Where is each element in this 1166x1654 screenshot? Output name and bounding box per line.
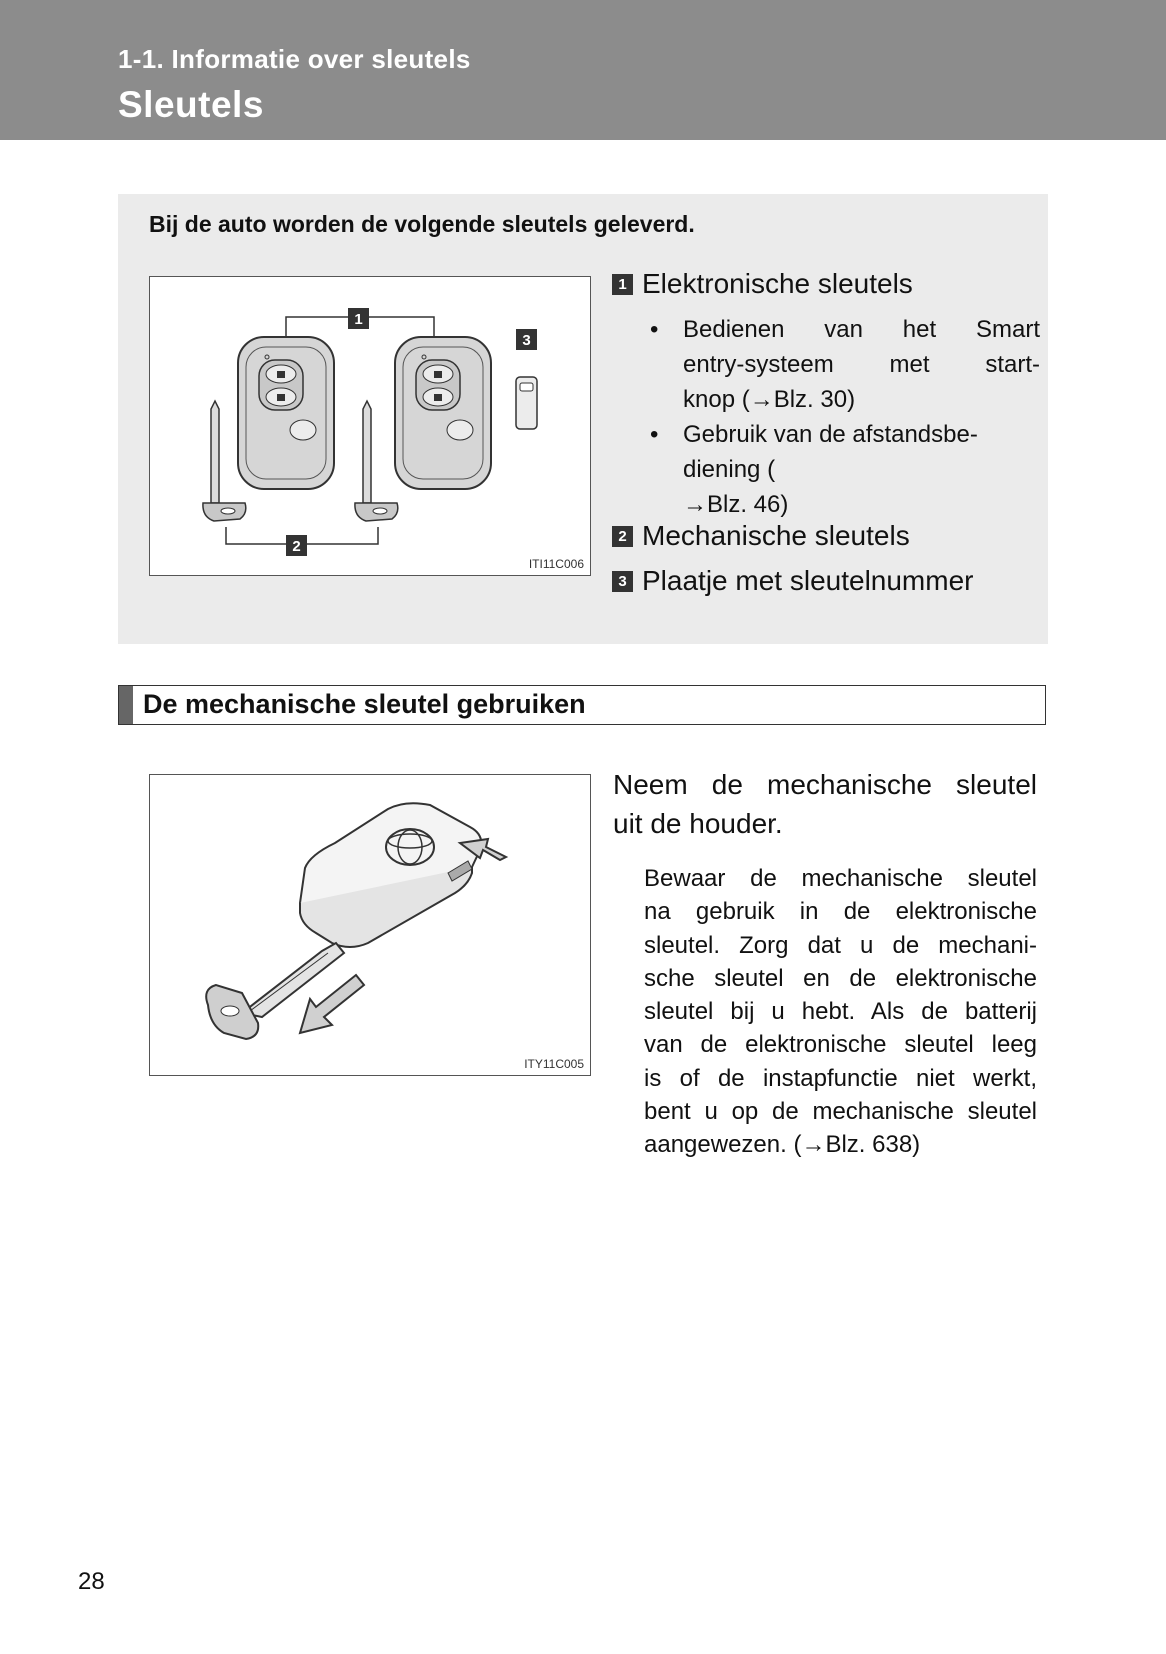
lead-paragraph	[613, 765, 1037, 843]
section-heading	[118, 685, 1046, 725]
lead-line: uit de houder.	[613, 808, 783, 839]
smart-key-right	[395, 337, 491, 489]
mechanical-key-right	[355, 401, 398, 521]
body-line: na gebruik in de elektronische	[644, 898, 1037, 926]
bullet-line: →Blz. 46)	[683, 491, 789, 518]
callout-1: 1	[354, 311, 363, 328]
callout-3: 3	[522, 332, 531, 349]
list-item-electronic-keys	[612, 268, 913, 300]
list-item-mechanical-keys	[612, 520, 910, 552]
bullet-line: entry-systeem met start-	[683, 351, 1040, 378]
list-item-key-number-plate	[612, 565, 973, 597]
lead-line: Neem de mechanische sleutel	[613, 769, 1037, 800]
bullet-line: Gebruik van de afstandsbe-	[683, 421, 978, 448]
section-label: 1-1. Informatie over sleutels	[118, 44, 471, 74]
intro-text: Bij de auto worden de volgende sleutels geleverd.	[149, 211, 695, 237]
chapter-header	[0, 0, 1166, 140]
number-box: 3	[612, 571, 633, 592]
pull-arrow-icon	[300, 975, 364, 1033]
keys-illustration	[149, 276, 591, 576]
body-paragraph	[644, 862, 1037, 1162]
page-number: 28	[78, 1568, 105, 1595]
figure-code: ITI11C006	[528, 557, 584, 571]
body-line: sche sleutel en de elektronische	[644, 964, 1037, 992]
mechanical-key-drawing	[150, 775, 590, 1075]
smart-key-left	[238, 337, 334, 489]
page-title: Sleutels	[118, 84, 264, 125]
section-heading-text: De mechanische sleutel gebruiken	[143, 689, 586, 719]
callout-2: 2	[292, 538, 301, 555]
number-box: 2	[612, 526, 633, 547]
body-line: sleutel bij u hebt. Als de batterij	[644, 998, 1037, 1026]
figure-code: ITY11C005	[524, 1057, 584, 1071]
bullet-line: diening (	[683, 456, 776, 483]
body-line: Bewaar de mechanische sleutel	[644, 865, 1037, 892]
body-line: is of de instapfunctie niet werkt,	[644, 1064, 1037, 1092]
body-line: bent u op de mechanische sleutel	[644, 1098, 1037, 1126]
mechanical-key-illustration	[149, 774, 591, 1076]
bullet-line: knop (→Blz. 30)	[683, 386, 856, 413]
body-line: van de elektronische sleutel leeg	[644, 1031, 1037, 1059]
body-line: sleutel. Zorg dat u de mechani-	[644, 931, 1037, 959]
keys-drawing	[150, 277, 590, 575]
key-number-plate	[516, 377, 537, 429]
number-box: 1	[612, 274, 633, 295]
body-line: aangewezen. (→Blz. 638)	[644, 1131, 921, 1159]
smart-key-body	[300, 803, 481, 947]
item-label: Elektronische sleutels	[642, 268, 913, 299]
item-label: Plaatje met sleutelnummer	[642, 565, 974, 596]
item-label: Mechanische sleutels	[642, 520, 910, 551]
bullet-line: Bedienen van het Smart	[683, 316, 1040, 343]
